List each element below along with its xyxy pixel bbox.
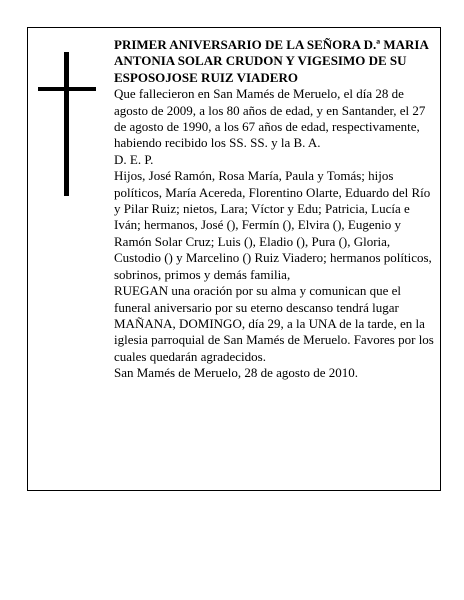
obituary-notice-content [114,37,436,382]
notice-paragraph-rip: D. E. P. [114,151,154,167]
notice-paragraph-deaths: Que fallecieron en San Mamés de Meruelo, el día 28 de agosto de 2009, a los 80 años de edad, y en Santander, el 27 de agosto de 1990, a los 67 años de edad, respectivamente, habiendo recibido los SS. SS. y la B. A. [114,86,426,151]
notice-title: PRIMER ANIVERSARIO DE LA SEÑORA D.ª MARIA ANTONIA SOLAR CRUDON Y VIGESIMO DE SU ESPOSOJOSE RUIZ VIADERO [114,37,429,85]
notice-paragraph-funeral: RUEGAN una oración por su alma y comunican que el funeral aniversario por su eterno descanso tendrá lugar MAÑANA, DOMINGO, día 29, a la UNA de la tarde, en la iglesia parroquial de San Mamés de Meruelo. Favores por los cuales quedarán agradecidos. [114,283,434,364]
notice-paragraph-place-date: San Mamés de Meruelo, 28 de agosto de 2010. [114,365,359,381]
notice-paragraph-family: Hijos, José Ramón, Rosa María, Paula y Tomás; hijos políticos, María Acereda, Florentino Olarte, Eduardo del Río y Pilar Ruiz; nietos, Lara; Víctor y Edu; Patricia, Lucía e Iván; hermanos, José (), Fermín (), Elvira (), Eugenio y Ramón Solar Cruz; Luis (), Eladio (), Pura (), Gloria, Custodio () y Marcelino () Ruiz Viadero; hermanos políticos, sobrinos, primos y demás familia, [114,168,432,282]
cross-horizontal-bar [38,87,96,91]
cross-vertical-bar [64,52,69,196]
